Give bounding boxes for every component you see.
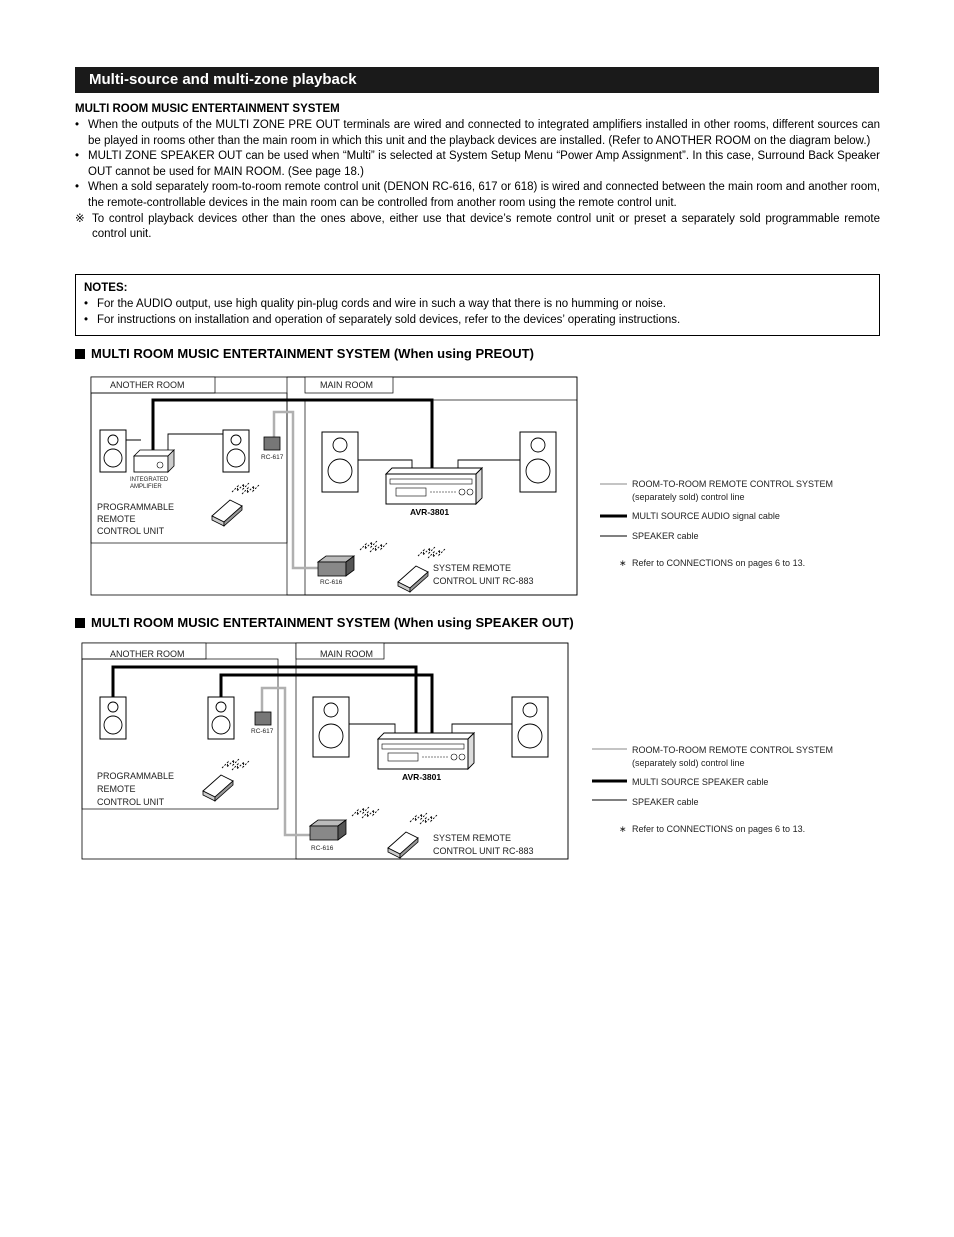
room-to-room-control-line (274, 412, 318, 568)
diagram1-heading-text: MULTI ROOM MUSIC ENTERTAINMENT SYSTEM (When using PREOUT) (91, 346, 534, 361)
programmable-remote-label: PROGRAMMABLE (97, 771, 175, 781)
rc616-icon (318, 556, 354, 576)
diagram2 (82, 643, 833, 859)
legend-text: (separately sold) control line (632, 492, 745, 502)
rc616-icon (310, 820, 346, 840)
legend-text: Refer to CONNECTIONS on pages 6 to 13. (632, 558, 806, 568)
diagram2-heading-text: MULTI ROOM MUSIC ENTERTAINMENT SYSTEM (When using SPEAKER OUT) (91, 615, 574, 630)
avr-receiver-icon (378, 733, 474, 769)
ir-signal-icon (222, 758, 250, 770)
main-speaker-icon (512, 697, 548, 757)
bullet-text: MULTI ZONE SPEAKER OUT can be used when “Multi” is selected at System Setup Menu “Power Amp Assignment”. In this case, Surround Back Speaker OUT cannot be used for MAIN ROOM. (See page 18.) (88, 150, 880, 178)
another-room-label: ANOTHER ROOM (110, 380, 185, 390)
avr-label: AVR-3801 (410, 507, 450, 517)
system-remote-label: SYSTEM REMOTE (433, 833, 512, 843)
system-remote-icon (388, 832, 418, 858)
programmable-remote-label: REMOTE (97, 784, 136, 794)
bullet-mark: • (75, 181, 80, 194)
system-remote-label: CONTROL UNIT RC-883 (433, 846, 534, 856)
system-remote-label: SYSTEM REMOTE (433, 563, 512, 573)
ir-signal-icon (360, 540, 388, 552)
programmable-remote-label: CONTROL UNIT (97, 526, 165, 536)
room-to-room-control-line (262, 688, 310, 835)
avr-label: AVR-3801 (402, 772, 442, 782)
speaker-cable-right (168, 434, 223, 452)
legend-text: ROOM-TO-ROOM REMOTE CONTROL SYSTEM (632, 479, 834, 489)
legend-text: ROOM-TO-ROOM REMOTE CONTROL SYSTEM (632, 745, 834, 755)
main-speaker-icon (520, 432, 556, 492)
intro-subtitle: MULTI ROOM MUSIC ENTERTAINMENT SYSTEM (75, 103, 340, 115)
legend-text: SPEAKER cable (632, 531, 699, 541)
bullet-mark: • (84, 298, 89, 310)
legend-mark: ∗ (619, 824, 627, 834)
note-text: To control playback devices other than the ones above, either use that device’s remote control unit or preset a separately sold programmable remote control unit. (92, 212, 880, 241)
main-speaker-icon (322, 432, 358, 492)
programmable-remote-label: PROGRAMMABLE (97, 502, 175, 512)
integrated-amplifier-icon (134, 450, 174, 472)
avr-receiver-icon (386, 468, 482, 504)
notes-text: For the AUDIO output, use high quality pin-plug cords and wire in such a way that there is no humming or noise. (97, 298, 666, 310)
rc617-icon (255, 712, 271, 725)
ir-signal-icon (410, 812, 438, 824)
rc616-label: RC-616 (320, 579, 343, 586)
legend-text: Refer to CONNECTIONS on pages 6 to 13. (632, 824, 806, 834)
programmable-remote-label: REMOTE (97, 514, 136, 524)
programmable-remote-icon (203, 775, 233, 801)
diagram2-legend (592, 745, 833, 834)
rc617-icon (264, 437, 280, 450)
rc617-label: RC-617 (261, 454, 284, 461)
integrated-amp-label: INTEGRATED (130, 477, 169, 483)
notes-title: NOTES: (84, 282, 128, 294)
integrated-amp-label: AMPLIFIER (130, 484, 162, 490)
bullet-mark: • (84, 313, 89, 326)
rc616-label: RC-616 (311, 845, 334, 852)
bullet-mark: • (75, 119, 80, 131)
bullet-mark: • (75, 150, 80, 163)
system-remote-label: CONTROL UNIT RC-883 (433, 576, 534, 586)
diagram1-legend (600, 479, 833, 568)
system-remote-icon (398, 566, 428, 592)
bullet-text: When the outputs of the MULTI ZONE PRE OUT terminals are wired and connected to integrated amplifiers installed in other rooms, different sources can be played in rooms other than the main room in which this unit and the playback devices are installed. (Refer to ANOTHER ROOM on the diagram below.) (88, 119, 880, 147)
legend-text: MULTI SOURCE SPEAKER cable (632, 777, 769, 787)
legend-mark: ∗ (619, 558, 627, 568)
speaker-cable-left (126, 440, 141, 452)
legend-text: SPEAKER cable (632, 797, 699, 807)
notes-text: For instructions on installation and operation of separately sold devices, refer to the devices’ operating instructions. (97, 313, 681, 326)
diagram1 (91, 377, 833, 595)
main-speaker-icon (313, 697, 349, 757)
speaker-icon (208, 697, 234, 739)
bullet-text: When a sold separately room-to-room remote control unit (DENON RC-616, 617 or 618) is wired and connected between the main room and another room, the remote-controllable devices in the main room can be controlled from another room using the remote control unit. (88, 181, 880, 209)
legend-text: MULTI SOURCE AUDIO signal cable (632, 511, 780, 521)
speaker-icon (100, 430, 126, 472)
programmable-remote-label: CONTROL UNIT (97, 797, 165, 807)
legend-text: (separately sold) control line (632, 758, 745, 768)
main-room-label: MAIN ROOM (320, 649, 373, 659)
ir-signal-icon (232, 482, 260, 494)
ir-signal-icon (352, 806, 380, 818)
main-room-label: MAIN ROOM (320, 380, 373, 390)
another-room-label: ANOTHER ROOM (110, 649, 185, 659)
speaker-icon (100, 697, 126, 739)
rc617-label: RC-617 (251, 728, 274, 735)
section-title: Multi-source and multi-zone playback (89, 71, 357, 88)
ir-signal-icon (418, 546, 446, 558)
programmable-remote-icon (212, 500, 242, 526)
note-mark: ※ (75, 212, 85, 225)
speaker-icon (223, 430, 249, 472)
